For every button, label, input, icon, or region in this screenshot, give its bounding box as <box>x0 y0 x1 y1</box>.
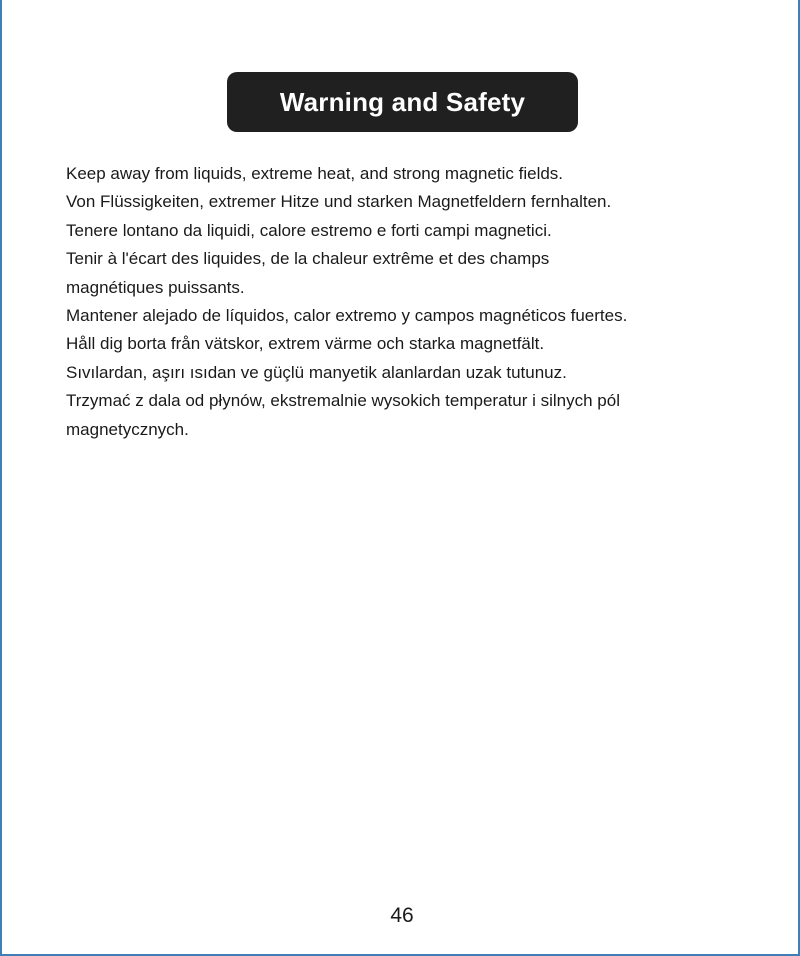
safety-warning-text <box>66 160 746 444</box>
section-title-banner <box>227 72 578 132</box>
warning-line-italian: Tenere lontano da liquidi, calore estremo e forti campi magnetici. <box>66 220 552 240</box>
warning-line-turkish: Sıvılardan, aşırı ısıdan ve güçlü manyetik alanlardan uzak tutunuz. <box>66 362 567 382</box>
warning-line-french-continued: magnétiques puissants. <box>66 277 245 297</box>
warning-line-german: Von Flüssigkeiten, extremer Hitze und starken Magnetfeldern fernhalten. <box>66 192 612 212</box>
section-title: Warning and Safety <box>279 86 526 117</box>
warning-line-french: Tenir à l'écart des liquides, de la chaleur extrême et des champs <box>66 249 550 269</box>
warning-line-polish: Trzymać z dala od płynów, ekstremalnie wysokich temperatur i silnych pól <box>66 391 620 411</box>
warning-line-swedish: Håll dig borta från vätskor, extrem värme och starka magnetfält. <box>66 334 545 354</box>
warning-line-english: Keep away from liquids, extreme heat, and strong magnetic fields. <box>66 164 564 183</box>
warning-line-polish-continued: magnetycznych. <box>66 419 189 439</box>
warning-line-spanish: Mantener alejado de líquidos, calor extremo y campos magnéticos fuertes. <box>66 306 628 326</box>
page-number: 46 <box>390 904 414 927</box>
